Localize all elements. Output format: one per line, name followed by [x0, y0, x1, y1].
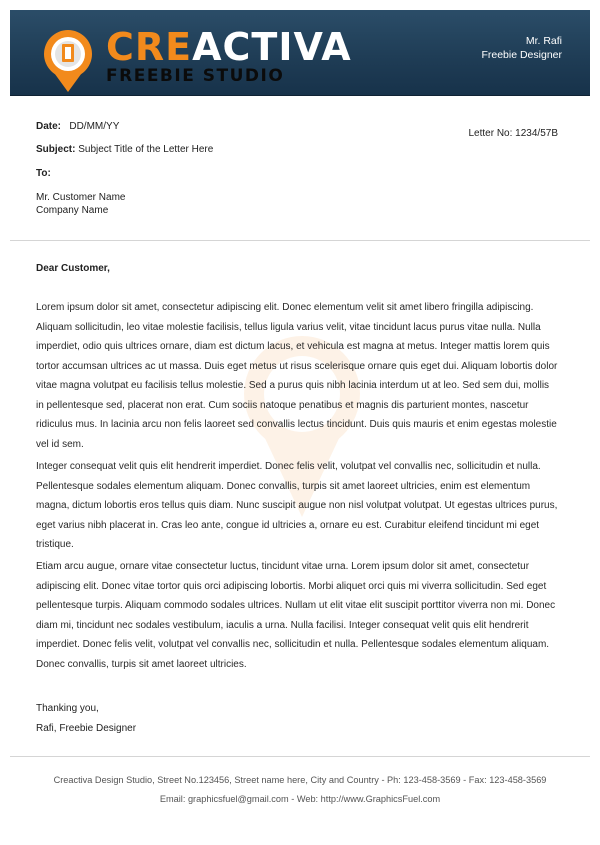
date-label: Date: [36, 121, 62, 132]
footer-address: Creactiva Design Studio, Street No.123456, Street name here, City and Country - Ph: 123-458-3569 - Fax: 123-458-3569 [53, 775, 547, 785]
recipient-company: Company Name [36, 205, 109, 216]
sender-block [481, 34, 562, 62]
logo-wordmark [106, 25, 352, 69]
sender-role: Freebie Designer [481, 49, 562, 61]
recipient-name: Mr. Customer Name [36, 192, 126, 203]
footer-contact: Email: graphicsfuel@gmail.com - Web: http://www.GraphicsFuel.com [159, 794, 441, 804]
signature: Rafi, Freebie Designer [36, 723, 137, 734]
body-paragraph-2: Integer consequat velit quis elit hendrerit imperdiet. Donec felis velit, volutpat vel convallis nec, sollicitudin et nulla. Pellentesque sodales elementum aliquam. Donec convallis, turpis sit amet laoreet ultricies, enim est elementum magna, dictum lobortis eros tellus quis diam. Nunc suscipit augue non nisl volutpat volutpat. Ut egestas ultrices purus, eget varius nibh placerat in. Cras leo ante, congue id ultricies a, ornare eu est. Curabitur eleifend tincidunt mi eget tristique. [36, 461, 558, 550]
subject-line [36, 143, 213, 156]
greeting: Dear Customer, [36, 263, 110, 274]
letter-number: Letter No: 1234/57B [468, 128, 558, 139]
logo-word-part2: ACTIVA [192, 25, 352, 69]
date-value: DD/MM/YY [69, 121, 120, 132]
letterhead-banner [10, 10, 590, 96]
to-label: To: [36, 168, 51, 179]
body-paragraph-3: Etiam arcu augue, ornare vitae consectetur luctus, tincidunt vitae urna. Lorem ipsum dolor sit amet, consectetur adipiscing elit. Donec vitae tortor quis orci adipiscing lobortis. Morbi aliquet orci quis mi viverra sollicitudin. Sed eget pellentesque turpis. Aliquam commodo sodales ultrices. Nullam ut elit vitae elit suscipit porttitor viverra non mi. Donec diam mi, tincidunt nec sodales vestibulum, iaculis a urna. Nulla facilisi. Integer consequat velit quis elit hendrerit imperdiet. Donec felis velit, volutpat vel convallis nec, sollicitudin et nulla. Pellentesque sodales elementum aliquam. Donec convallis, turpis sit amet laoreet ultricies. [36, 561, 556, 670]
subject-value: Subject Title of the Letter Here [78, 144, 214, 155]
logo-subtitle: FREEBIE STUDIO [106, 66, 285, 86]
header-divider [10, 240, 590, 241]
recipient-block [36, 191, 125, 217]
footer-divider [10, 756, 590, 757]
date-line [36, 120, 119, 133]
closing-text: Thanking you, [36, 703, 99, 714]
location-pin-logo-icon [40, 28, 96, 94]
closing-block [36, 699, 136, 739]
logo-word-part1: CRE [106, 25, 193, 69]
subject-label: Subject: [36, 144, 76, 155]
body-paragraph-1: Lorem ipsum dolor sit amet, consectetur adipiscing elit. Donec elementum velit sit amet libero fringilla adipiscing. Aliquam sollicitudin, leo vitae molestie facilisis, tellus ligula varius velit, vitae tincidunt lacus purus vitae nulla. Nulla imperdiet, odio quis ultrices ornare, diam est dictum lacus, et vehicula est magna at metus. Integer mattis lorem quis tortor accumsan ultrices ac ut massa. Duis eget metus ut risus scelerisque ornare quis eget dui. Aliquam lobortis dolor vitae magna volutpat eu facilisis tellus molestie. Sed a purus quis nibh lacinia interdum ut at leo. Sed sem dui, mollis in pellentesque sed, placerat non erat. Cum sociis natoque penatibus et magnis dis parturient montes, nascetur ridiculus mus. In lacinia arcu non felis laoreet sed convallis lectus tincidunt. Duis quis mauris et enim egestas molestie vel id sem. [36, 302, 558, 450]
to-line [36, 167, 51, 180]
sender-name: Mr. Rafi [525, 35, 562, 47]
